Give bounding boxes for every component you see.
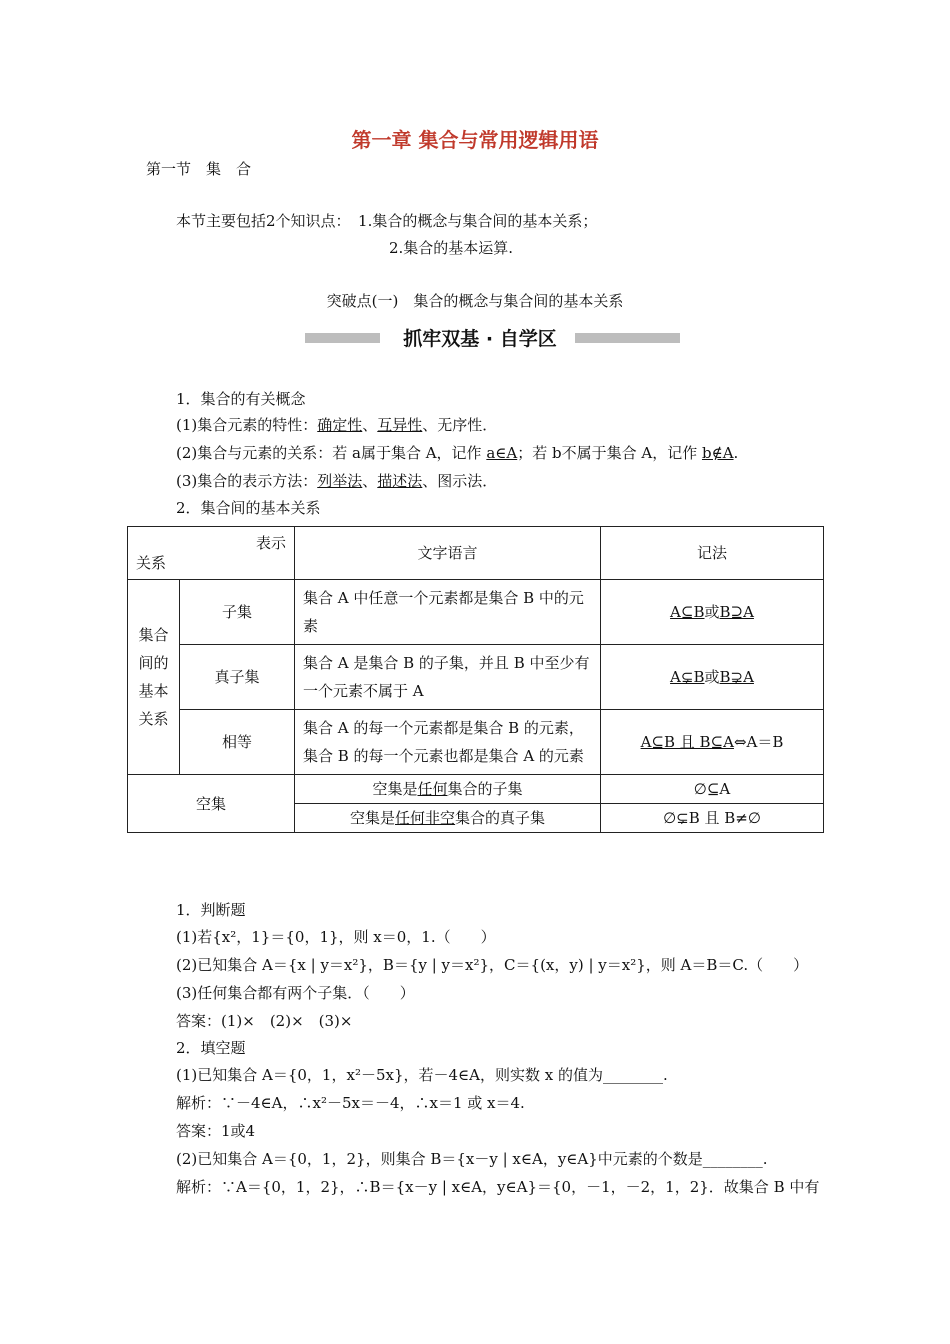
- empty-text: [295, 775, 601, 804]
- corner-cell: [128, 527, 295, 580]
- text: 空集是: [372, 780, 418, 798]
- notation: A⊊B: [670, 668, 705, 686]
- text: 空集是: [349, 809, 395, 827]
- table-header-row: [128, 527, 824, 580]
- relations-table: [127, 526, 824, 833]
- answer: 列举法: [317, 472, 363, 490]
- text: 集合的子集: [447, 780, 523, 798]
- row-notation: [601, 645, 824, 710]
- text: 、: [362, 472, 378, 490]
- intro-line-1: 本节主要包括2个知识点： 1.集合的概念与集合间的基本关系；: [176, 212, 598, 230]
- text: 、无序性．: [422, 416, 498, 434]
- text: 、图示法．: [422, 472, 498, 490]
- table-row: [128, 710, 824, 775]
- text: 或: [704, 668, 720, 686]
- table-row: [128, 775, 824, 804]
- text: 、: [362, 416, 378, 434]
- banner-text: 抓牢双基 · 自学区: [390, 324, 570, 351]
- notation: A⊆B: [670, 603, 705, 621]
- chapter-title: 第一章 集合与常用逻辑用语: [351, 128, 599, 152]
- exercise-q1: (1)若{x²，1}＝{0，1}，则 x＝0，1.（ ）: [176, 928, 496, 946]
- text: .: [733, 444, 739, 462]
- answer: b∉A: [701, 444, 734, 462]
- row-notation: [601, 580, 824, 645]
- notation: B⊋A: [719, 668, 754, 686]
- intro-line-2: 2.集合的基本运算.: [389, 239, 514, 257]
- answer: a∈A: [486, 444, 518, 462]
- header-text: 文字语言: [295, 527, 601, 580]
- answer: 描述法: [377, 472, 423, 490]
- corner-top: 表示: [255, 534, 286, 552]
- empty-text: [295, 804, 601, 833]
- row-name: 相等: [180, 710, 295, 775]
- table-row: [128, 580, 824, 645]
- exercise-solution-2: 解析：∵A＝{0，1，2}，∴B＝{x－y | x∈A，y∈A}＝{0，－1，－2，1，2}．故集合 B 中有: [176, 1178, 820, 1196]
- empty-label: 空集: [128, 775, 295, 833]
- concept-item-3: [176, 470, 497, 491]
- row-notation: [601, 710, 824, 775]
- text: ；若 b不属于集合 A，记作: [517, 444, 702, 462]
- answer: 互异性: [377, 416, 423, 434]
- text: (1)集合元素的特性：: [176, 416, 318, 434]
- answer: 确定性: [317, 416, 363, 434]
- text: 或: [704, 603, 720, 621]
- row-text: 集合 A 中任意一个元素都是集合 B 中的元素: [295, 580, 601, 645]
- text: (2)集合与元素的关系：若 a属于集合 A，记作: [176, 444, 487, 462]
- text: (3)集合的表示方法：: [176, 472, 318, 490]
- notation: A⊆B 且 B⊆A: [640, 733, 734, 751]
- text: ⇔A＝B: [733, 733, 784, 751]
- exercise-heading-2: 2．填空题: [176, 1039, 246, 1057]
- row-text: 集合 A 的每一个元素都是集合 B 的元素，集合 B 的每一个元素也都是集合 A 的元素: [295, 710, 601, 775]
- exercise-heading-1: 1．判断题: [176, 901, 246, 919]
- group-label: 集合间的基本关系: [128, 580, 180, 775]
- table-row: [128, 645, 824, 710]
- exercise-f2: (2)已知集合 A＝{0，1，2}，则集合 B＝{x－y | x∈A，y∈A}中元素的个数是________.: [176, 1150, 768, 1168]
- banner: [305, 326, 680, 348]
- banner-bar-right: [575, 333, 680, 343]
- row-text: 集合 A 是集合 B 的子集，并且 B 中至少有一个元素不属于 A: [295, 645, 601, 710]
- empty-notation: ∅⊊B 且 B≠∅: [601, 804, 824, 833]
- exercise-q3: (3)任何集合都有两个子集．（ ）: [176, 984, 415, 1002]
- answer: 任何非空: [394, 809, 455, 827]
- concept-item-1: [176, 414, 497, 435]
- row-name: 子集: [180, 580, 295, 645]
- section-title: 第一节 集 合: [146, 160, 252, 178]
- exercise-f1: (1)已知集合 A＝{0，1，x²－5x}，若－4∈A，则实数 x 的值为________.: [176, 1066, 668, 1084]
- exercise-answer-2: 答案：1或4: [176, 1122, 256, 1140]
- text: 集合的真子集: [455, 809, 546, 827]
- exercise-answer-1: 答案：(1)× (2)× (3)×: [176, 1012, 353, 1030]
- header-notation: 记法: [601, 527, 824, 580]
- corner-bottom: 关系: [136, 554, 167, 572]
- concept-heading-1: 1．集合的有关概念: [176, 390, 306, 408]
- answer: 任何: [417, 780, 448, 798]
- exercise-solution-1: 解析：∵－4∈A，∴x²－5x＝－4，∴x＝1 或 x＝4.: [176, 1094, 525, 1112]
- empty-notation: ∅⊆A: [601, 775, 824, 804]
- exercise-q2: (2)已知集合 A＝{x | y＝x²}，B＝{y | y＝x²}，C＝{(x，y) | y＝x²}，则 A＝B＝C.（ ）: [176, 956, 809, 974]
- banner-bar-left: [305, 333, 380, 343]
- notation: B⊇A: [719, 603, 754, 621]
- breakpoint-heading: 突破点(一) 集合的概念与集合间的基本关系: [326, 292, 624, 310]
- concept-heading-2: 2．集合间的基本关系: [176, 499, 321, 517]
- concept-item-2: [176, 442, 738, 463]
- row-name: 真子集: [180, 645, 295, 710]
